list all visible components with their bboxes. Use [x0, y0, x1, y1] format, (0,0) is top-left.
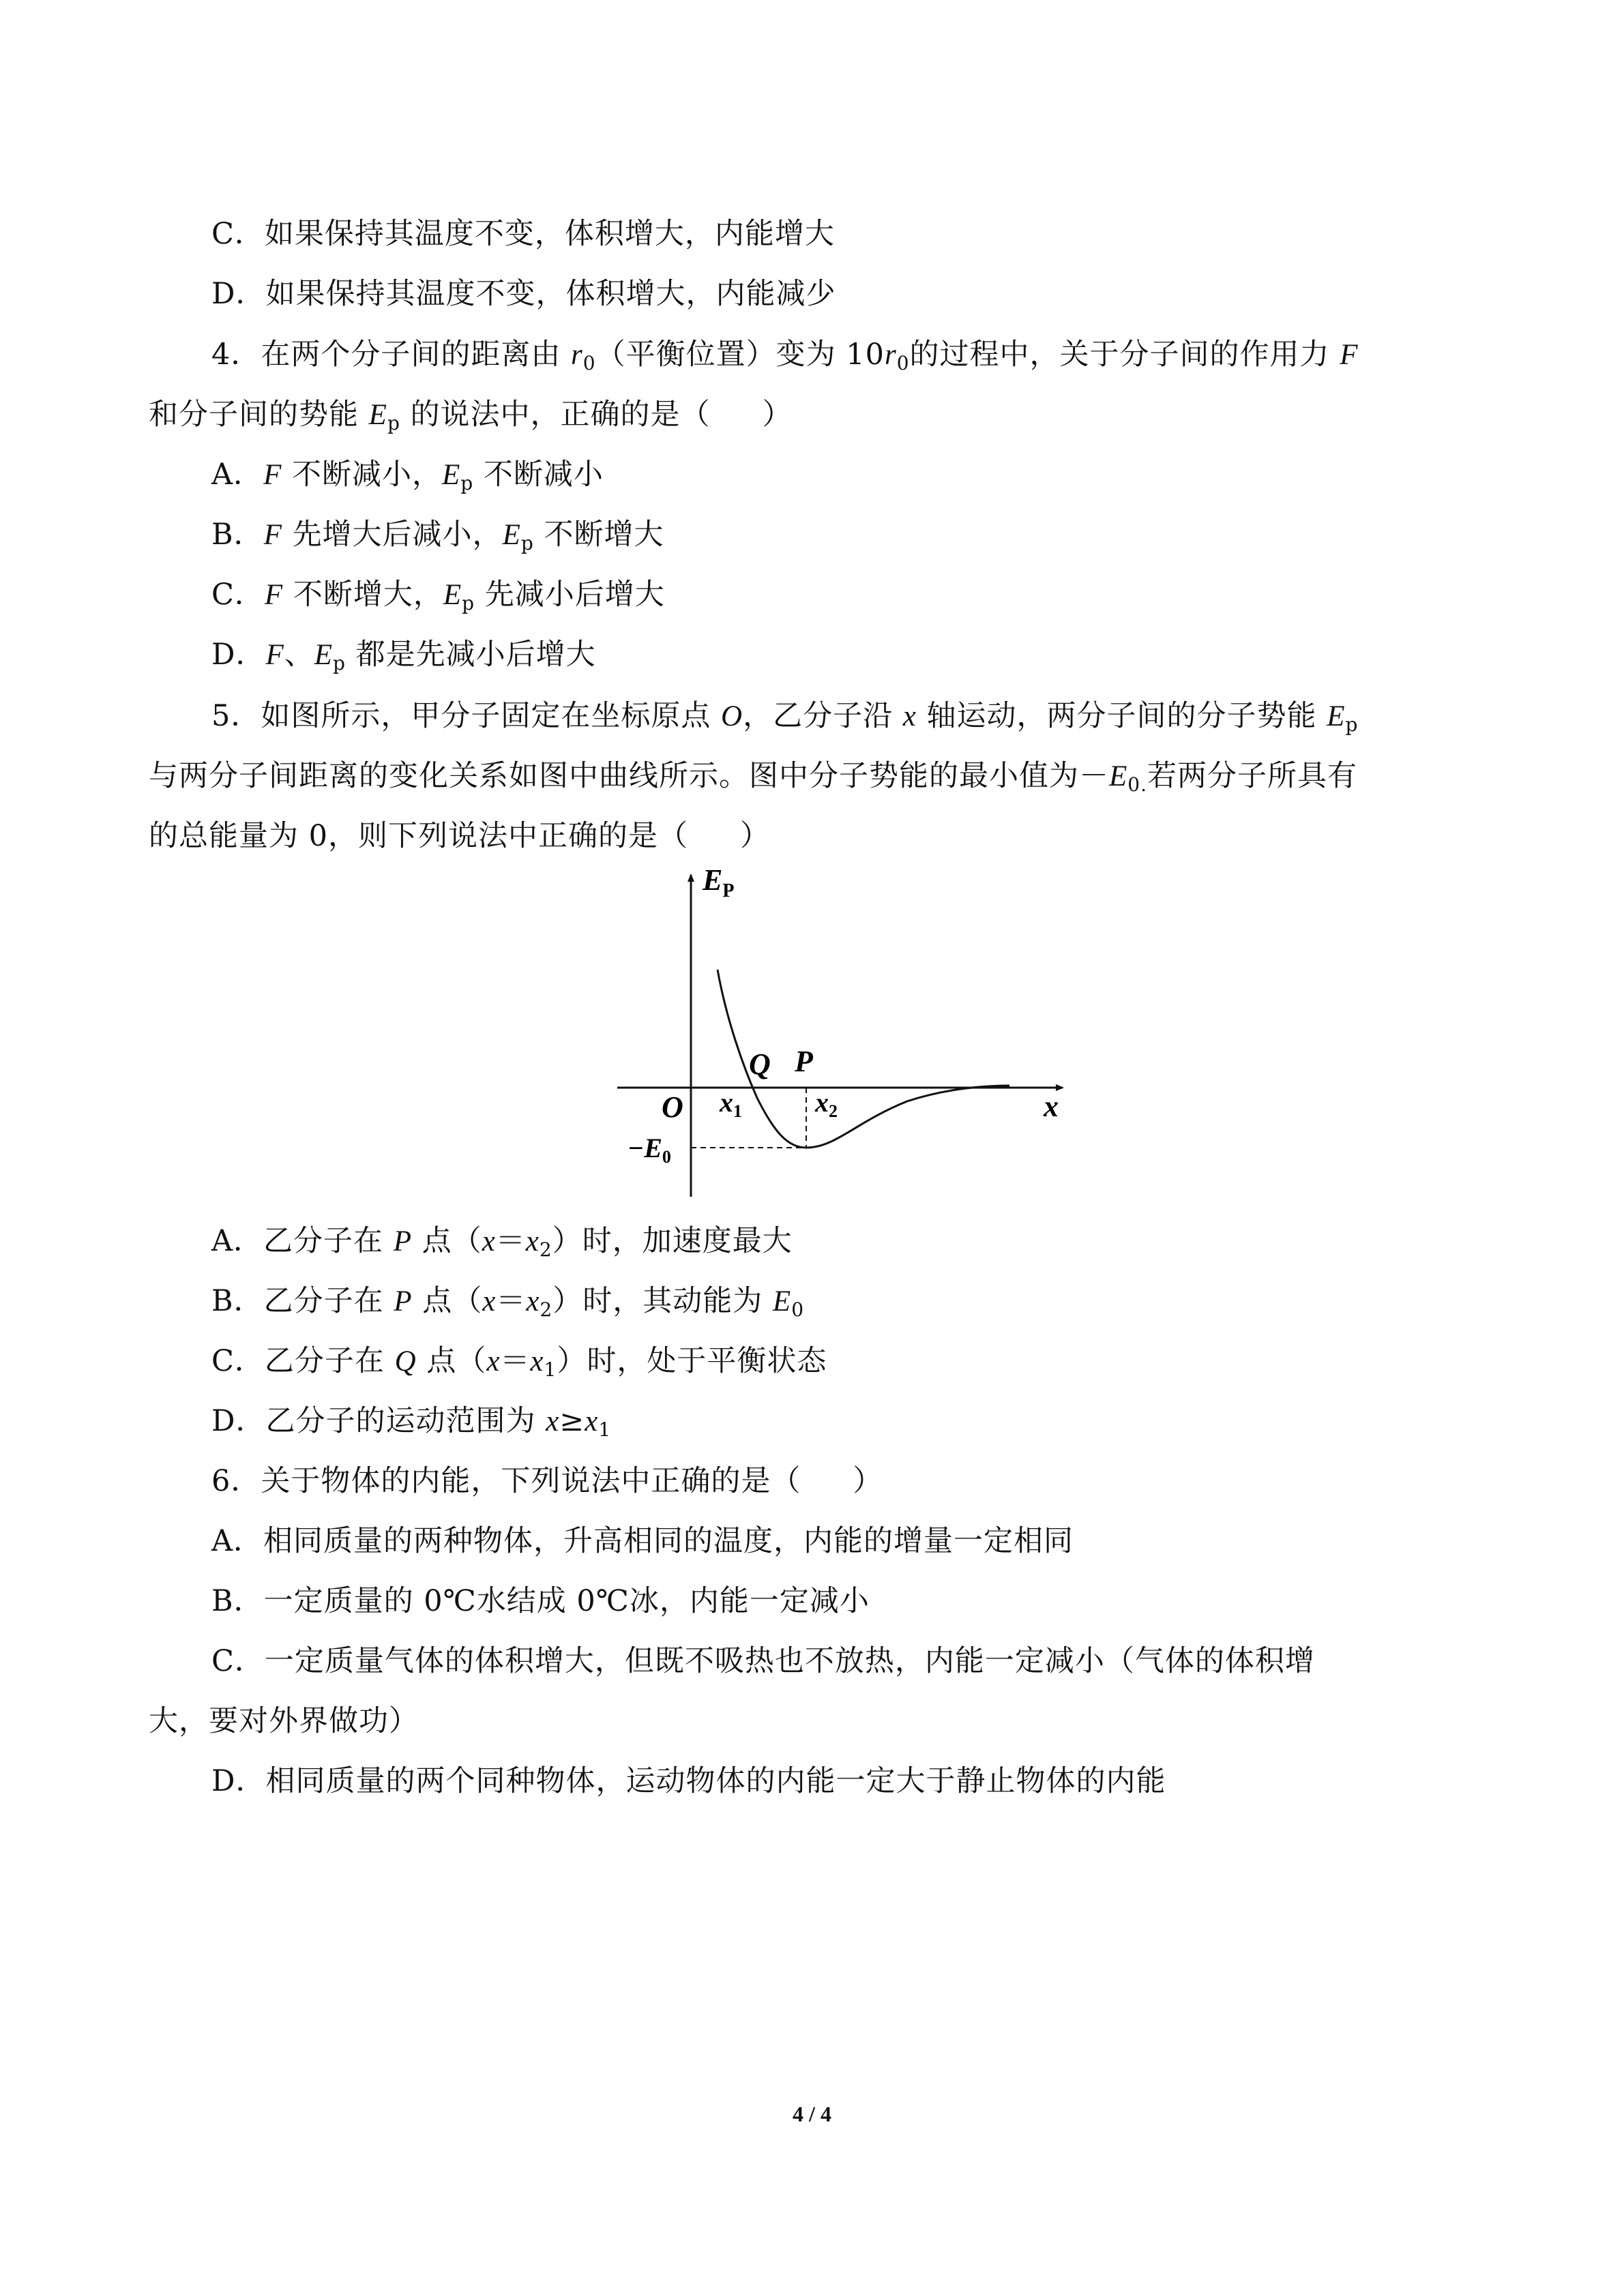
q4-option-d: D．F、$E_p$ 都是先减小后增大 [211, 638, 596, 674]
q6-option-b: B．一定质量的 0℃水结成 0℃冰，内能一定减小 [211, 1584, 870, 1618]
q5-option-b: B．乙分子在 P 点$(x=x_2)$时，其动能为 $E_0$ [211, 1284, 805, 1321]
x1-label: $x_1$ [720, 1087, 742, 1121]
q6-stem: 6．关于物体的内能，下列说法中正确的是（ ） [211, 1464, 883, 1498]
q4-option-b: B．F 先增大后减小，$E_p$ 不断增大 [211, 518, 664, 554]
y-axis-label: $E_P$ [703, 863, 735, 901]
point-p-label: P [795, 1045, 813, 1078]
x-axis-label: x [1044, 1090, 1059, 1123]
q5-option-a: A．乙分子在 P 点$(x=x_2)$时，加速度最大 [211, 1224, 793, 1261]
q3-option-c: C．如果保持其温度不变，体积增大，内能增大 [211, 217, 835, 251]
q6-option-d: D．相同质量的两个同种物体，运动物体的内能一定大于静止物体的内能 [211, 1764, 1166, 1798]
q4-stem-line2: 和分子间的势能 $E_p$ 的说法中，正确的是（ ） [149, 398, 793, 434]
q4-option-c: C．F 不断增大，$E_p$ 先减小后增大 [211, 578, 665, 614]
q5-stem-line1: 5．如图所示，甲分子固定在坐标原点 O，乙分子沿 x 轴运动，两分子间的分子势能 $E_p$ [211, 699, 1359, 736]
potential-energy-graph [607, 863, 1084, 1204]
q3-option-d: D．如果保持其温度不变，体积增大，内能减少 [211, 277, 836, 311]
q5-option-c: C．乙分子在 Q 点$(x=x_1)$时，处于平衡状态 [211, 1344, 827, 1381]
minus-e0-label: $-E_0$ [628, 1133, 671, 1167]
q6-option-c-line2: 大，要对外界做功） [149, 1704, 419, 1738]
q5-stem-line3: 的总能量为 0，则下列说法中正确的是（ ） [149, 819, 771, 853]
x2-label: $x_2$ [815, 1087, 838, 1121]
q6-option-c-line1: C．一定质量气体的体积增大，但既不吸热也不放热，内能一定减小（气体的体积增 [211, 1644, 1315, 1678]
q4-stem-line1: 4．在两个分子间的距离由 $r_0$（平衡位置）变为 $10r_0$的过程中，关于分子间的作用力 F [211, 338, 1359, 374]
point-q-label: Q [749, 1047, 771, 1081]
q5-stem-line2: 与两分子间距离的变化关系如图中曲线所示。图中分子势能的最小值为$-E_{0.}$若两分子所具有 [149, 759, 1357, 796]
q6-option-a: A．相同质量的两种物体，升高相同的温度，内能的增量一定相同 [211, 1524, 1074, 1558]
origin-label: O [662, 1090, 683, 1124]
page-number: 4 / 4 [793, 2102, 831, 2126]
q4-option-a: A．F 不断减小，$E_p$ 不断减小 [211, 458, 604, 494]
q5-option-d: D．乙分子的运动范围为 $x\ge x_1$ [211, 1404, 612, 1441]
